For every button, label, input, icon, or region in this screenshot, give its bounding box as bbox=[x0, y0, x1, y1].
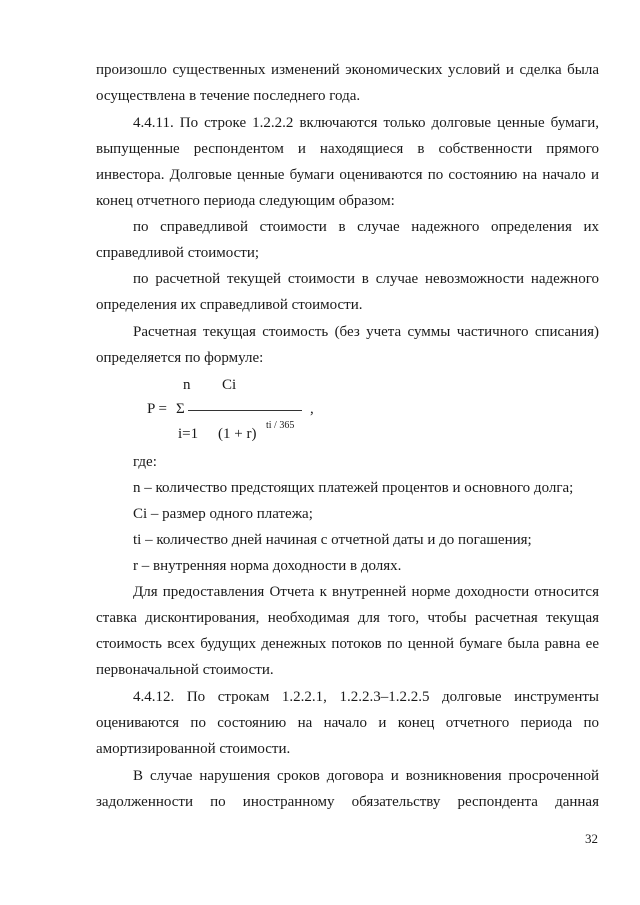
text-line-1: произошло существенных изменений экономических условий и сделка была bbox=[96, 62, 599, 78]
page-number: 32 bbox=[585, 831, 598, 846]
paragraph-4-4-11-line-1: 4.4.11. По строке 1.2.2.2 включаются только долговые ценные бумаги, bbox=[133, 115, 599, 131]
formula-intro-line-1: Расчетная текущая стоимость (без учета суммы частичного списания) bbox=[133, 324, 599, 340]
discount-rate-line-1: Для предоставления Отчета к внутренней норме доходности относится bbox=[133, 584, 599, 600]
formula-sigma: Σ bbox=[176, 401, 185, 417]
formula-comma: , bbox=[310, 401, 314, 417]
paragraph-4-4-12-line-3: амортизированной стоимости. bbox=[96, 741, 291, 757]
definition-ci: Ci – размер одного платежа; bbox=[133, 506, 313, 522]
definition-r: r – внутренняя норма доходности в долях. bbox=[133, 558, 402, 574]
item-present-value-line-1: по расчетной текущей стоимости в случае невозможности надежного bbox=[133, 271, 599, 287]
discount-rate-line-3: стоимость всех будущих денежных потоков по ценной бумаге была равна ее bbox=[96, 636, 599, 652]
item-present-value-line-2: определения их справедливой стоимости. bbox=[96, 297, 363, 313]
overdue-paragraph-line-1: В случае нарушения сроков договора и возникновения просроченной bbox=[133, 768, 599, 784]
paragraph-4-4-12-line-2: оцениваются по состоянию на начало и конец отчетного периода по bbox=[96, 715, 599, 731]
formula-denominator: (1 + r) bbox=[218, 426, 257, 442]
paragraph-4-4-11-line-2: выпущенные респондентом и находящиеся в собственности прямого bbox=[96, 141, 599, 157]
formula-fraction-bar bbox=[188, 410, 302, 411]
paragraph-4-4-12-line-1: 4.4.12. По строкам 1.2.2.1, 1.2.2.3–1.2.2.5 долговые инструменты bbox=[133, 689, 599, 705]
paragraph-4-4-11-line-3: инвестора. Долговые ценные бумаги оцениваются по состоянию на начало и bbox=[96, 167, 599, 183]
formula-upper-limit: n bbox=[183, 377, 191, 393]
item-fair-value-line-2: справедливой стоимости; bbox=[96, 245, 260, 261]
formula-intro-line-2: определяется по формуле: bbox=[96, 350, 264, 366]
text-line-2: осуществлена в течение последнего года. bbox=[96, 88, 361, 104]
paragraph-4-4-11-line-4: конец отчетного периода следующим образом: bbox=[96, 193, 395, 209]
formula-lower-index: i=1 bbox=[178, 426, 199, 442]
formula-lhs: P = bbox=[147, 401, 167, 417]
formula-exponent: ti / 365 bbox=[266, 420, 295, 431]
discount-rate-line-4: первоначальной стоимости. bbox=[96, 662, 274, 678]
discount-rate-line-2: ставка дисконтирования, необходимая для того, чтобы расчетная текущая bbox=[96, 610, 599, 626]
definition-ti: ti – количество дней начиная с отчетной даты и до погашения; bbox=[133, 532, 532, 548]
formula-numerator: Ci bbox=[222, 377, 237, 393]
item-fair-value-line-1: по справедливой стоимости в случае надежного определения их bbox=[133, 219, 599, 235]
where-label: где: bbox=[133, 454, 157, 470]
overdue-paragraph-line-2: задолженности по иностранному обязательству респондента данная bbox=[96, 794, 599, 810]
definition-n: n – количество предстоящих платежей процентов и основного долга; bbox=[133, 480, 574, 496]
